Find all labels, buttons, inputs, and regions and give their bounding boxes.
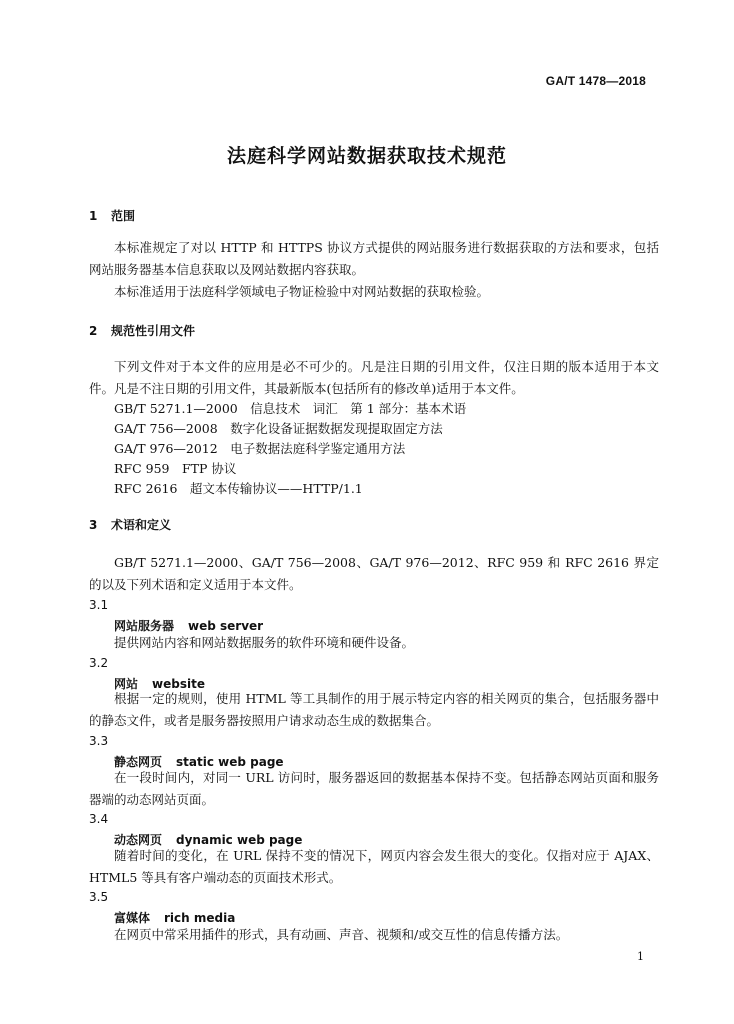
term-definition: 根据一定的规则，使用 HTML 等工具制作的用于展示特定内容的相关网页的集合，包括服务器中的静态文件，或者是服务器按照用户请求动态生成的数据集合。 bbox=[89, 691, 659, 728]
reference-item: RFC 959 FTP 协议 bbox=[114, 461, 237, 476]
section-title: 术语和定义 bbox=[111, 518, 172, 532]
reference-item: RFC 2616 超文本传输协议——HTTP/1.1 bbox=[114, 481, 363, 496]
term-english: website bbox=[152, 677, 205, 691]
term-english: static web page bbox=[176, 755, 284, 769]
section-1-paragraph-2: 本标准适用于法庭科学领域电子物证检验中对网站数据的获取检验。 bbox=[114, 284, 490, 299]
clause-number: 3.2 bbox=[89, 656, 109, 670]
clause-number: 3.1 bbox=[89, 598, 109, 612]
reference-item: GA/T 756—2008 数字化设备证据数据发现提取固定方法 bbox=[114, 421, 443, 436]
term-definition: 提供网站内容和网站数据服务的软件环境和硬件设备。 bbox=[114, 635, 415, 650]
section-3-heading bbox=[89, 516, 171, 533]
term-chinese: 网站 bbox=[114, 677, 139, 691]
section-title: 范围 bbox=[111, 209, 136, 223]
section-1-paragraph-1: 本标准规定了对以 HTTP 和 HTTPS 协议方式提供的网站服务进行数据获取的方法和要求，包括网站服务器基本信息获取以及网站数据内容获取。 bbox=[89, 240, 659, 277]
clause-number: 3.5 bbox=[89, 890, 109, 904]
term-chinese: 静态网页 bbox=[114, 755, 163, 769]
term-chinese: 网站服务器 bbox=[114, 619, 175, 633]
section-2-heading bbox=[89, 322, 195, 339]
standard-code: GA/T 1478—2018 bbox=[545, 74, 646, 88]
section-title: 规范性引用文件 bbox=[111, 324, 196, 338]
term-definition: 在网页中常采用插件的形式，具有动画、声音、视频和/或交互性的信息传播方法。 bbox=[114, 927, 569, 942]
term-definition: 随着时间的变化，在 URL 保持不变的情况下，网页内容会发生很大的变化。仅指对应于 AJAX、HTML5 等具有客户端动态的页面技术形式。 bbox=[89, 848, 659, 885]
term-english: web server bbox=[188, 619, 264, 633]
term-english: rich media bbox=[164, 911, 236, 925]
reference-item: GB/T 5271.1—2000 信息技术 词汇 第 1 部分：基本术语 bbox=[114, 401, 467, 416]
term-chinese: 动态网页 bbox=[114, 833, 163, 847]
page-number: 1 bbox=[637, 950, 644, 963]
section-number: 2 bbox=[89, 324, 98, 338]
section-1-heading bbox=[89, 207, 135, 224]
term-english: dynamic web page bbox=[176, 833, 303, 847]
reference-item: GA/T 976—2012 电子数据法庭科学鉴定通用方法 bbox=[114, 441, 406, 456]
section-3-paragraph-1: GB/T 5271.1—2000、GA/T 756—2008、GA/T 976—2012、RFC 959 和 RFC 2616 界定的以及下列术语和定义适用于本文件。 bbox=[89, 555, 659, 592]
clause-number: 3.4 bbox=[89, 812, 109, 826]
term-chinese: 富媒体 bbox=[114, 911, 151, 925]
document-title: 法庭科学网站数据获取技术规范 bbox=[226, 145, 507, 167]
section-number: 3 bbox=[89, 518, 98, 532]
section-number: 1 bbox=[89, 209, 98, 223]
section-2-paragraph-1: 下列文件对于本文件的应用是必不可少的。凡是注日期的引用文件，仅注日期的版本适用于本文件。凡是不注日期的引用文件，其最新版本(包括所有的修改单)适用于本文件。 bbox=[89, 359, 659, 396]
term-definition: 在一段时间内，对同一 URL 访问时，服务器返回的数据基本保持不变。包括静态网站页面和服务器端的动态网站页面。 bbox=[89, 770, 659, 807]
clause-number: 3.3 bbox=[89, 734, 109, 748]
